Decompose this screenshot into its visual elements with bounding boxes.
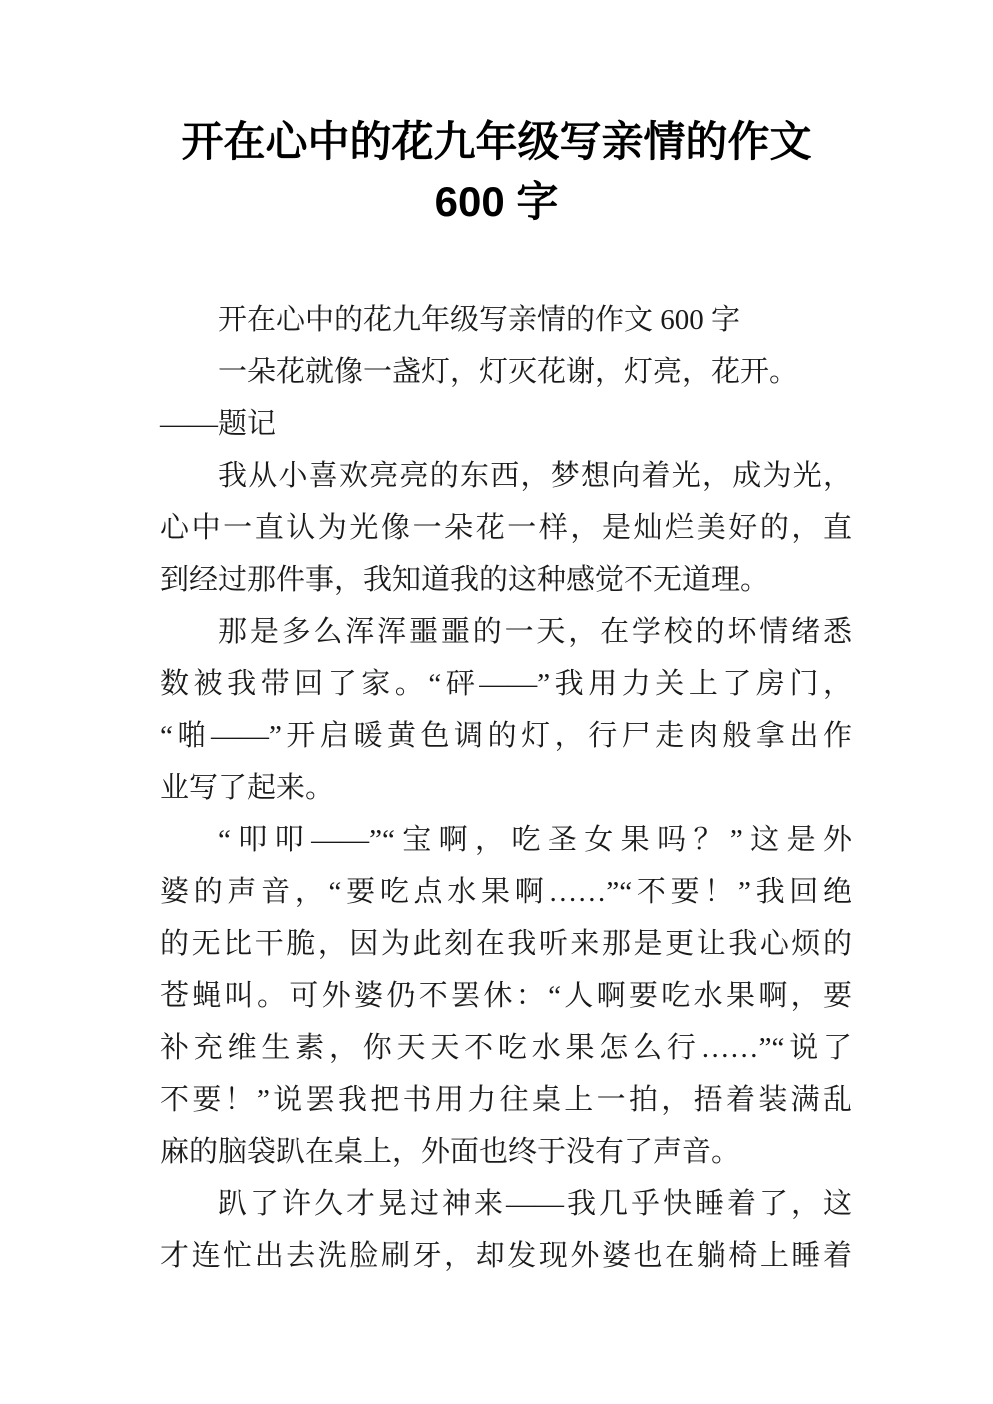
body-line: 才连忙出去洗脸刷牙，却发现外婆也在躺椅上睡着 — [160, 1240, 852, 1272]
document-title — [0, 112, 993, 232]
document-body — [160, 294, 852, 1282]
title-line-2: 600 字 — [434, 178, 559, 225]
body-line: 麻的脑袋趴在桌上，外面也终于没有了声音。 — [160, 1136, 741, 1168]
body-line: 业写了起来。 — [160, 772, 335, 804]
body-line: “啪——”开启暖黄色调的灯，行尸走肉般拿出作 — [160, 720, 852, 752]
body-line: 趴了许久才晃过神来——我几乎快睡着了，这 — [218, 1188, 852, 1220]
body-line: 开在心中的花九年级写亲情的作文 600 字 — [218, 304, 741, 336]
body-line: 心中一直认为光像一朵花一样，是灿烂美好的，直 — [160, 512, 852, 544]
body-line: “叩叩——”“宝啊，吃圣女果吗？”这是外 — [218, 824, 852, 856]
body-line: 数被我带回了家。“砰——”我用力关上了房门， — [160, 668, 852, 700]
body-line: 不要！”说罢我把书用力往桌上一拍，捂着装满乱 — [160, 1084, 852, 1116]
body-line: 一朵花就像一盏灯，灯灭花谢，灯亮，花开。 — [218, 356, 799, 388]
body-line: 的无比干脆，因为此刻在我听来那是更让我心烦的 — [160, 928, 852, 960]
body-line: 苍蝇叫。可外婆仍不罢休：“人啊要吃水果啊，要 — [160, 980, 852, 1012]
body-line: 婆的声音，“要吃点水果啊……”“不要！”我回绝 — [160, 876, 852, 908]
body-line: 到经过那件事，我知道我的这种感觉不无道理。 — [160, 564, 770, 596]
body-line: 我从小喜欢亮亮的东西，梦想向着光，成为光， — [218, 460, 852, 492]
body-line: ——题记 — [160, 408, 277, 440]
body-line: 补充维生素，你天天不吃水果怎么行……”“说了 — [160, 1032, 852, 1064]
title-line-1: 开在心中的花九年级写亲情的作文 — [181, 118, 812, 165]
body-line: 那是多么浑浑噩噩的一天，在学校的坏情绪悉 — [218, 616, 852, 648]
